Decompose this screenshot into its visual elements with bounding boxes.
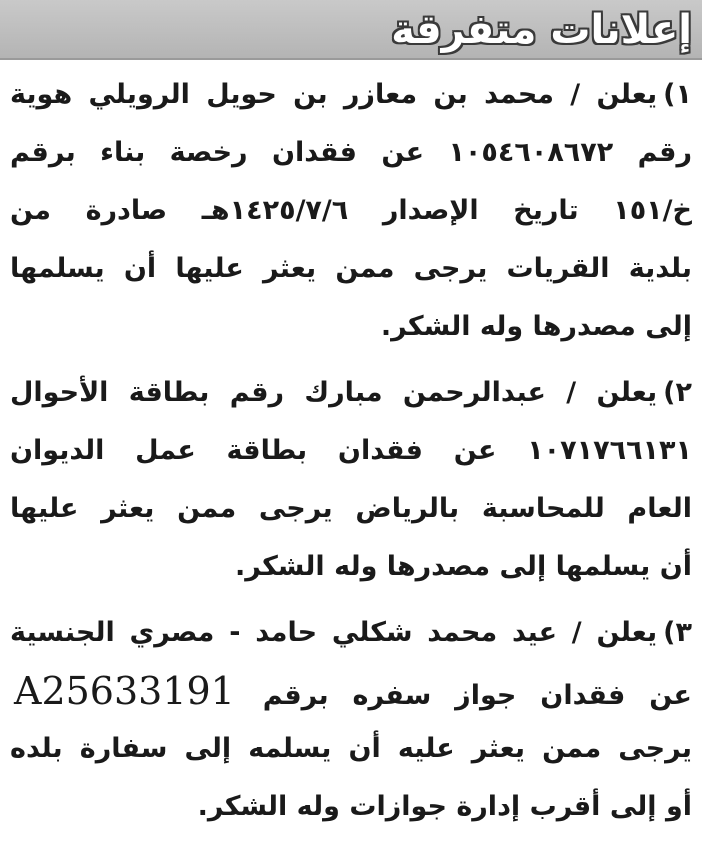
ad-3-line-1-text: يعلن / عيد محمد شكلي حامد - مصري الجنسية [10, 617, 658, 648]
ad-1 [10, 66, 692, 356]
ad-2-number: ٢) [663, 377, 692, 408]
ad-2 [10, 364, 692, 596]
ad-1-line-4: بلدية القريات يرجى ممن يعثر عليها أن يسلمها [10, 253, 692, 284]
ad-3-line-2 [10, 662, 692, 720]
ad-3-line-3: يرجى ممن يعثر عليه أن يسلمه إلى سفارة بلده [10, 733, 692, 764]
ad-1-line-5: إلى مصدرها وله الشكر. [380, 311, 692, 342]
classified-ads [10, 66, 692, 844]
ad-3 [10, 604, 692, 836]
ad-1-line-3: خ/١٥١ تاريخ الإصدار ١٤٢٥/٧/٦هـ صادرة من [10, 195, 692, 226]
ad-2-line-2: ١٠٧١٧٦٦١٣١ عن فقدان بطاقة عمل الديوان [10, 435, 692, 466]
ad-1-line-1-text: يعلن / محمد بن معازر بن حويل الرويلي هوية [10, 79, 658, 110]
ad-3-number: ٣) [663, 617, 692, 648]
section-header [0, 0, 702, 60]
passport-number: A25633191 [14, 669, 235, 713]
ad-2-line-1-text: يعلن / عبدالرحمن مبارك رقم بطاقة الأحوال [10, 377, 658, 408]
ad-3-line-4: أو إلى أقرب إدارة جوازات وله الشكر. [197, 791, 692, 822]
ad-2-line-4: أن يسلمها إلى مصدرها وله الشكر. [235, 551, 692, 582]
section-title: إعلانات متفرقة [391, 7, 692, 53]
ad-1-number: ١) [663, 79, 692, 110]
ad-2-line-1 [10, 364, 692, 422]
ad-3-line-2-text: عن فقدان جواز سفره برقم [262, 680, 692, 711]
ad-1-line-1 [10, 66, 692, 124]
ad-3-line-1 [10, 604, 692, 662]
ad-1-line-2: رقم ١٠٥٤٦٠٨٦٧٢ عن فقدان رخصة بناء برقم [10, 137, 692, 168]
ad-2-line-3: العام للمحاسبة بالرياض يرجى ممن يعثر عليها [10, 493, 692, 524]
